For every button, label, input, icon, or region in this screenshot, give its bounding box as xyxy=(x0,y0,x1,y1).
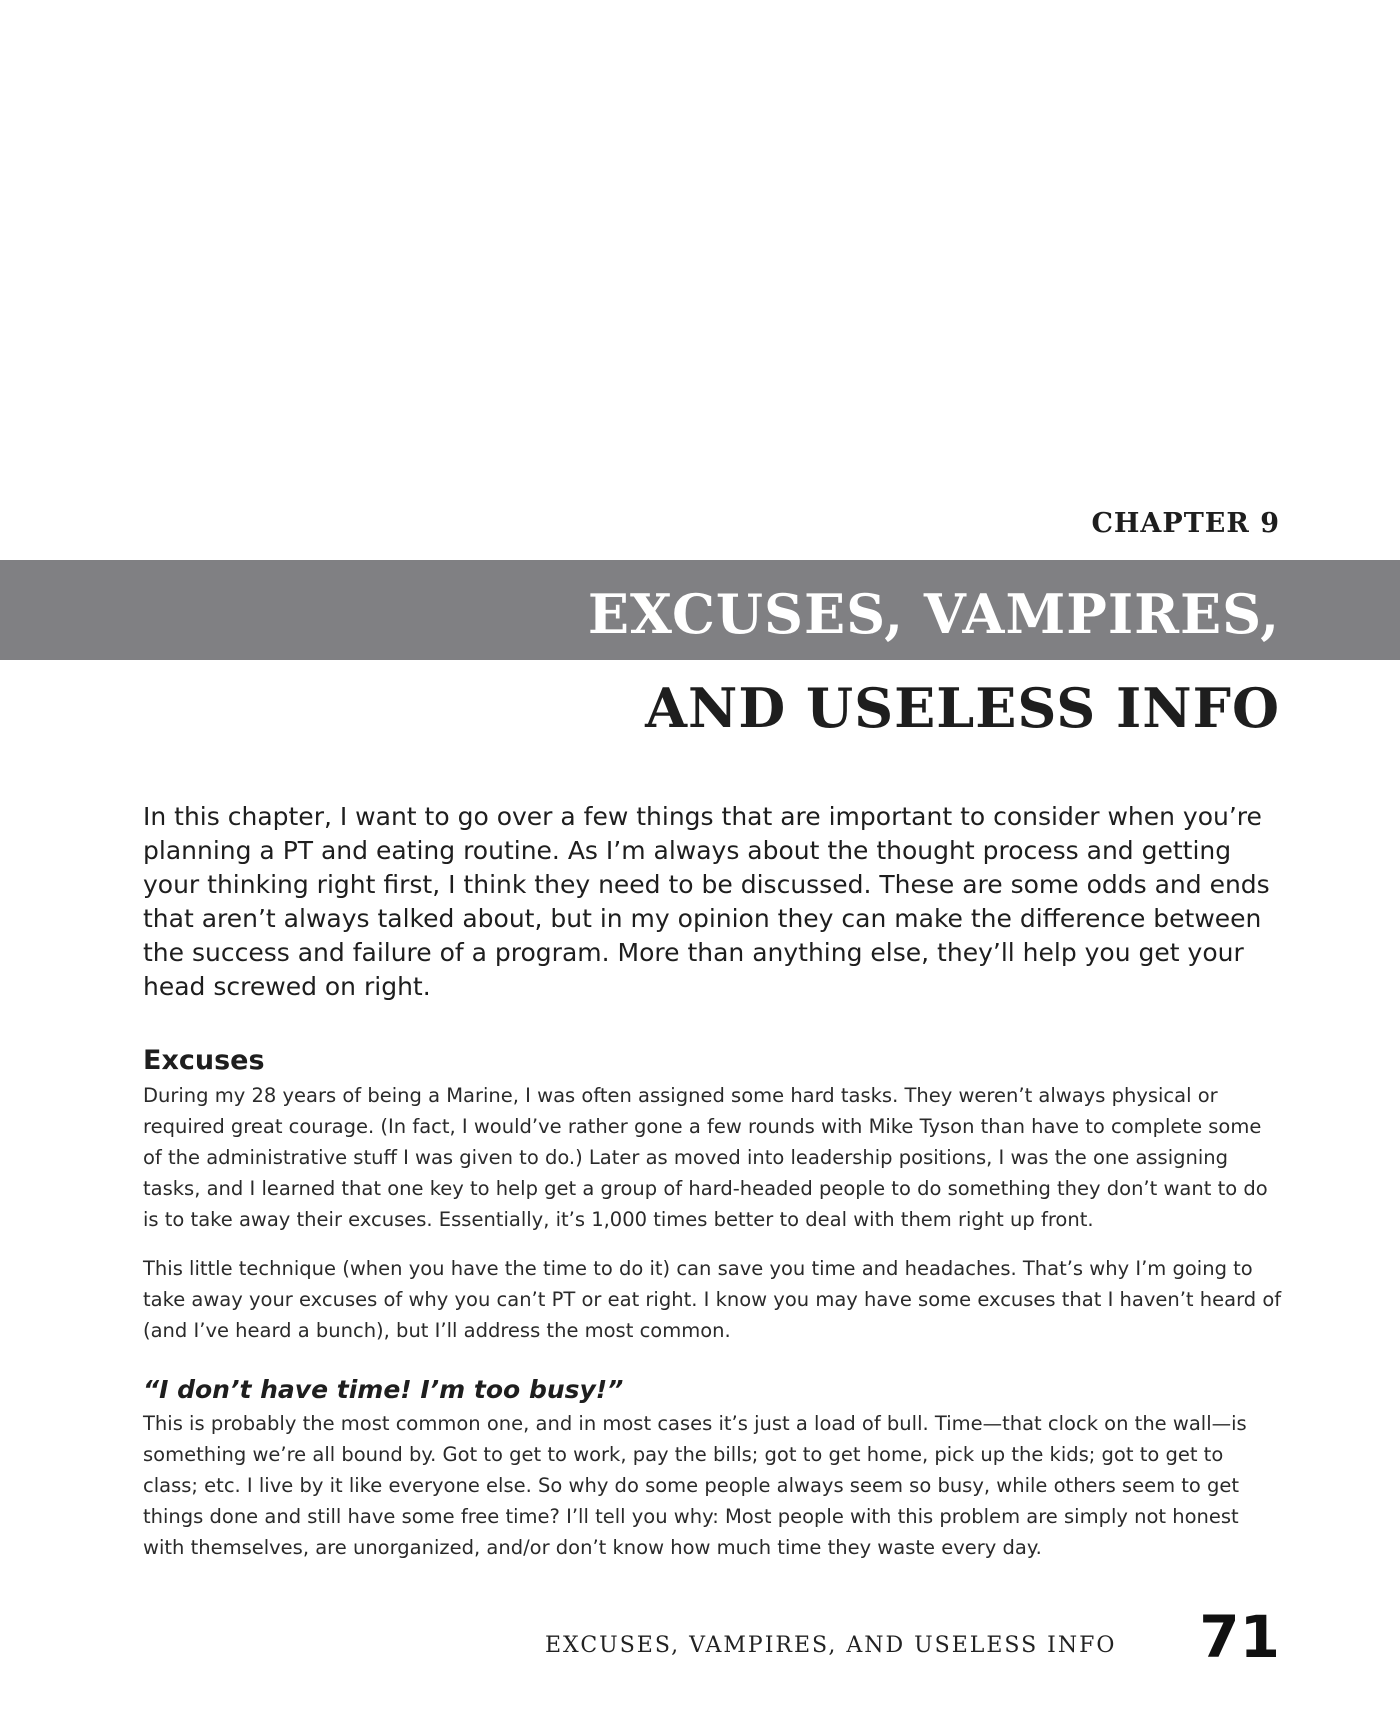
section-no-time xyxy=(143,1374,1283,1563)
body-paragraph: This little technique (when you have the time to do it) can save you time and headaches. That’s why I’m going to take away your excuses of why you can’t PT or eat right. I know you may have some excuses that I haven’t heard of (and I’ve heard a bunch), but I’ll address the most common. xyxy=(143,1257,1282,1342)
chapter-title-line-1: EXCUSES, VAMPIRES, xyxy=(587,582,1280,646)
body-paragraph: During my 28 years of being a Marine, I was often assigned some hard tasks. They weren’t always physical or required great courage. (In fact, I would’ve rather gone a few rounds with Mike Tyson than have to complete some of the administrative stuff I was given to do.) Later as moved into leadership positions, I was the one assigning tasks, and I learned that one key to help get a group of hard-headed people to do something they don’t want to do is to take away their excuses. Essentially, it’s 1,000 times better to deal with them right up front. xyxy=(143,1084,1268,1231)
section-excuses xyxy=(143,1044,1283,1346)
page-number: 71 xyxy=(1199,1603,1280,1671)
chapter-body xyxy=(143,800,1283,1581)
subsection-heading: “I don’t have time! I’m too busy!” xyxy=(143,1375,624,1404)
chapter-label: CHAPTER 9 xyxy=(1091,508,1280,539)
intro-paragraph: In this chapter, I want to go over a few things that are important to consider when you’re planning a PT and eating routine. As I’m always about the thought process and getting your thinking right first, I think they need to be discussed. These are some odds and ends that aren’t always talked about, but in my opinion they can make the difference between the success and failure of a program. More than anything else, they’ll help you get your head screwed on right. xyxy=(143,802,1270,1001)
chapter-title-line-2: AND USELESS INFO xyxy=(645,676,1280,740)
section-heading: Excuses xyxy=(143,1045,265,1076)
running-footer-title: EXCUSES, VAMPIRES, AND USELESS INFO xyxy=(545,1633,1117,1658)
body-paragraph: This is probably the most common one, and in most cases it’s just a load of bull. Time—that clock on the wall—is something we’re all bound by. Got to get to work, pay the bills; got to get home, pick up the kids; got to get to class; etc. I live by it like everyone else. So why do some people always seem so busy, while others seem to get things done and still have some free time? I’ll tell you why: Most people with this problem are simply not honest with themselves, are unorganized, and/or don’t know how much time they waste every day. xyxy=(143,1412,1247,1559)
